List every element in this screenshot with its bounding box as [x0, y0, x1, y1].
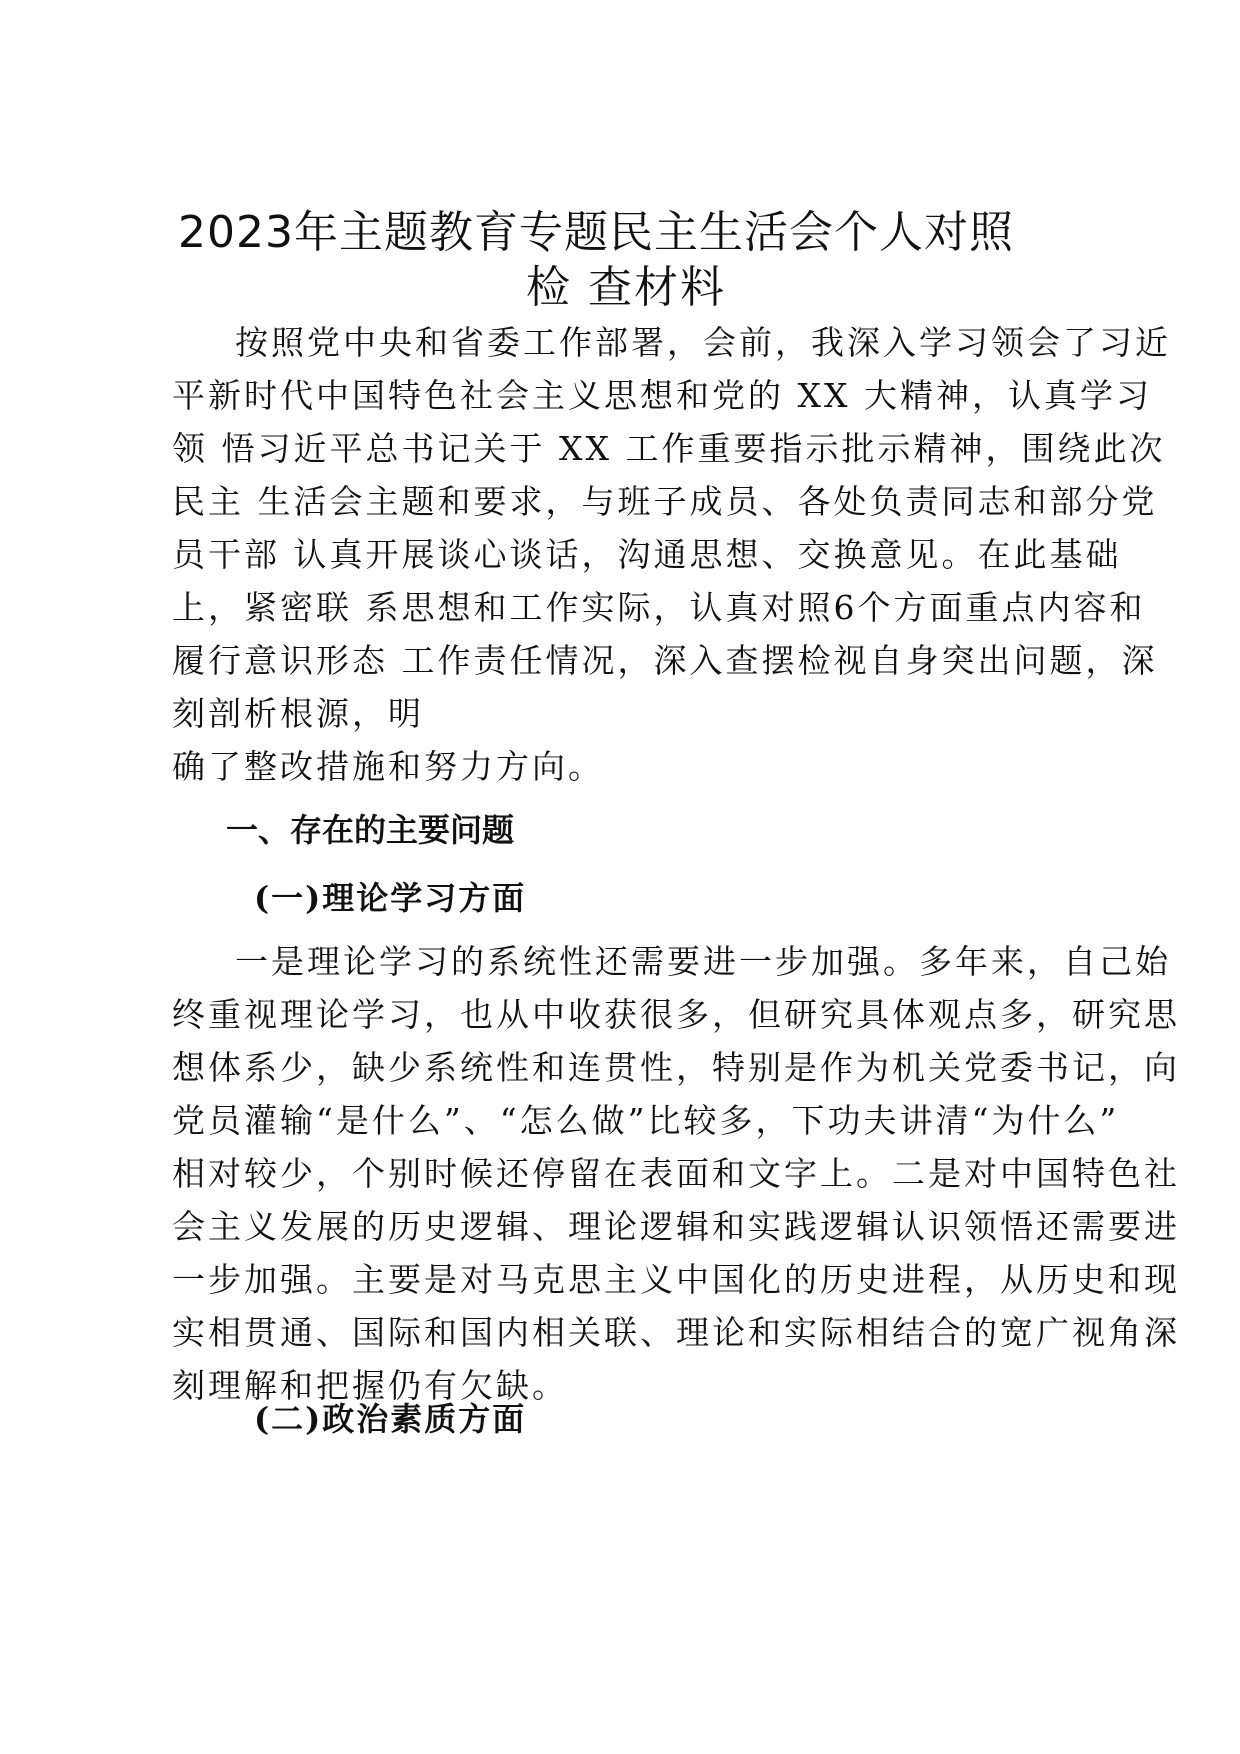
section-heading-main-problems: 一、存在的主要问题 — [226, 811, 515, 849]
intro-line: 民主 生活会主题和要求，与班子成员、各处负责同志和部分党 — [172, 482, 1158, 521]
paragraph-line: 一步加强。主要是对马克思主义中国化的历史进程，从历史和现 — [172, 1260, 1180, 1299]
intro-line: 平新时代中国特色社会主义思想和党的 XX 大精神，认真学习 — [172, 376, 1152, 415]
paragraph-line: 党员灌输“是什么”、“怎么做”比较多，下功夫讲清“为什么” — [172, 1101, 1120, 1140]
intro-line: 履行意识形态 工作责任情况，深入查摆检视自身突出问题，深 — [172, 641, 1158, 680]
paragraph-line: 会主义发展的历史逻辑、理论逻辑和实践逻辑认识领悟还需要进 — [172, 1207, 1180, 1246]
paragraph-line: 终重视理论学习，也从中收获很多，但研究具体观点多，研究思 — [172, 995, 1180, 1034]
intro-line: 按照党中央和省委工作部署，会前，我深入学习领会了习近 — [235, 323, 1171, 362]
paragraph-line: 实相贯通、国际和国内相关联、理论和实际相结合的宽广视角深 — [172, 1313, 1180, 1352]
intro-line: 上，紧密联 系思想和工作实际，认真对照6个方面重点内容和 — [172, 588, 1146, 627]
intro-line: 员干部 认真开展谈心谈话，沟通思想、交换意见。在此基础 — [172, 535, 1122, 574]
paragraph-line: 相对较少，个别时候还停留在表面和文字上。二是对中国特色社 — [172, 1154, 1180, 1193]
subsection-heading-political-quality: (二)政治素质方面 — [254, 1400, 527, 1438]
paragraph-line: 想体系少，缺少系统性和连贯性，特别是作为机关党委书记，向 — [172, 1048, 1180, 1087]
intro-line: 领 悟习近平总书记关于 XX 工作重要指示批示精神，围绕此次 — [172, 429, 1166, 468]
subsection-heading-theory-study: (一)理论学习方面 — [254, 879, 527, 917]
paragraph-line: 一是理论学习的系统性还需要进一步加强。多年来，自己始 — [235, 942, 1171, 981]
paragraph-line: 刻理解和把握仍有欠缺。 — [172, 1366, 568, 1405]
intro-line: 确了整改措施和努力方向。 — [172, 747, 604, 786]
document-title-line-1: 2023年主题教育专题民主生活会个人对照 — [178, 207, 1014, 258]
document-title-line-2: 检 查材料 — [526, 262, 726, 313]
intro-line: 刻剖析根源，明 — [172, 694, 424, 733]
